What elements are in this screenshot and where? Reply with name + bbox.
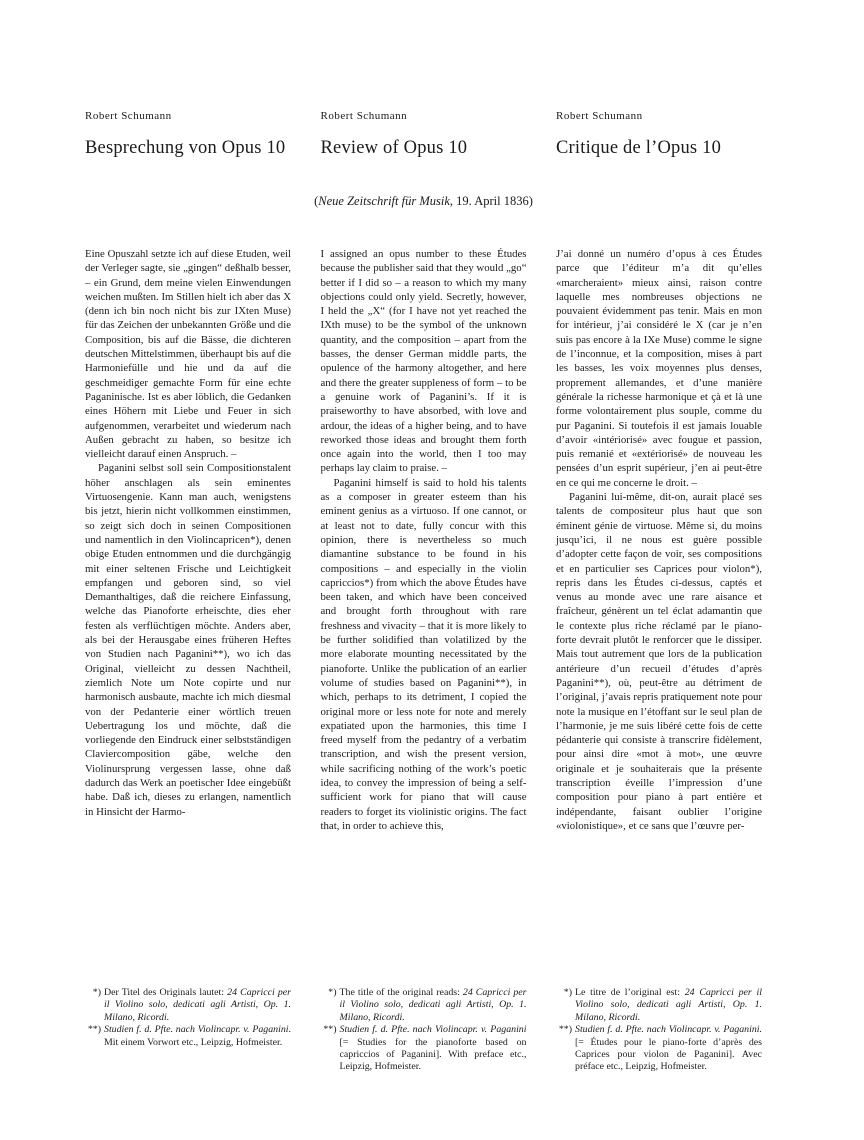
footnote xyxy=(85,1024,291,1049)
body-paragraph-french-2: Paganini lui-même, dit-on, aurait placé ses talents de compositeur plus haut que son éminent génie de virtuose. Même si, du moins jusqu’ici, il ne nous est guère possible d’adopter cette façon de voir, ses compositions et en particulier ses Caprices pour violon*), repris dans les Études ci-dessus, captés et venus au monde avec une rare aisance et fraîcheur, génèrent un tel éclat adamantin que le contexte plus riche réclamé par le piano-forte devrait plutôt le renforcer que le dissiper. Mais tout autrement que lors de la publication antérieure d’un recueil d’études d’après Paganini**), où, peut-être au détriment de l’original, j’avais repris pratiquement note pour note la musique en l’étoffant sur le seul plan de l’harmonie, je me suis libéré cette fois de cette pédanterie qui consiste à transcrire fidèlement, pour ainsi dire «mot à mot», une œuvre originale et je souhaiterais que la présente transcription éveille l’impression d’une composition pour piano à part entière et indépendante, faisant oublier l’origine «violonistique», et ce sans que l’œuvre per- xyxy=(556,491,762,832)
column-body-french xyxy=(556,247,762,833)
author-label-french: Robert Schumann xyxy=(556,110,643,122)
author-label-german: Robert Schumann xyxy=(85,110,172,122)
article-title-english: Review of Opus 10 xyxy=(320,138,468,158)
article-title-french: Critique de l’Opus 10 xyxy=(556,138,722,158)
footnote-text: Studien f. d. Pfte. nach Violincapr. v. Paganini. Mit einem Vorwort etc., Leipzig, Hofmeister. xyxy=(104,1024,291,1048)
footnote-text: Studien f. d. Pfte. nach Violincapr. v. Paganini [= Studies for the pianoforte based on capriccios of Paganini]. With preface etc., Leipzig, Hofmeister. xyxy=(339,1024,527,1073)
footnote xyxy=(321,987,527,1024)
body-paragraph-german-1: Eine Opuszahl setzte ich auf diese Etuden, weil der Verleger sagte, sie „gingen“ deßhalb besser, – ein Grund, dem meine vielen Einwendungen weichen mußten. Im Stillen hielt ich aber das X (denn ich bin noch nicht bis zur IXten Muse) für das Zeichen der unbekannten Größe und die Composition, bis auf die Bässe, die dichteren deutschen Mittelstimmen, überhaupt bis auf die Harmoniefülle und hie und da auf die geschmeidiger gemachte Form für eine echte Paganinische. Ist es aber löblich, die Gedanken eines Höhern mit Liebe und Feuer in sich aufgenommen, verarbeitet und wiederum nach Außen gebracht zu haben, so besitze ich vielleicht darauf einen Anspruch. – xyxy=(85,248,291,461)
author-label-english: Robert Schumann xyxy=(320,110,408,122)
footnote xyxy=(556,1024,762,1074)
citation-line: (Neue Zeitschrift für Musik, 19. April 1836) xyxy=(314,194,533,208)
column-header-english xyxy=(321,110,527,159)
footnote xyxy=(556,987,762,1024)
header-row xyxy=(85,110,762,159)
footnote-marker: *) xyxy=(563,987,572,998)
footnote-text: Le titre de l’original est: 24 Capricci per il Violino solo, dedicati agli Artisti, Op. 1. Milano, Ricordi. xyxy=(575,987,762,1023)
footnotes-german xyxy=(85,987,291,1074)
body-paragraph-german-2: Paganini selbst soll sein Compositionstalent höher anschlagen als sein eminentes Virtuosengenie. Kann man auch, wenigstens bis jetzt, hierin nicht vollkommen einstimmen, so zeigt sich doch in seinen Compositionen und namentlich in den Violincapricen*), denen obige Etuden entnommen und die durchgängig mit einer seltenen Frische und Leichtigkeit empfangen und geboren sind, so viel Demanthaltiges, daß die reichere Einfassung, welche das Pianoforte erheischte, dies eher festen als verflüchtigen möchte. Anders aber, als bei der Herausgabe eines früheren Heftes von Studien nach Paganini**), wo ich das Original, vielleicht zu dessen Nachtheil, ziemlich Note um Note copirte und nur harmonisch ausbaute, machte ich mich diesmal von der Pedanterie einer wörtlich treuen Uebertragung los und möchte, daß die vorliegende den Eindruck einer selbstständigen Claviercomposition gäbe, welche den Violinursprung vergessen lasse, ohne daß dadurch das Werk an poetischer Idee eingebüßt habe. Daß ich, dieses zu erlangen, namentlich in Hinsicht der Harmo- xyxy=(85,462,291,818)
footnote xyxy=(321,1024,527,1074)
footnote-marker: **) xyxy=(87,1024,101,1036)
article-title-german: Besprechung von Opus 10 xyxy=(85,138,286,158)
footnote-marker: *) xyxy=(92,987,101,998)
body-paragraph-french-1: J’ai donné un numéro d’opus à ces Études parce que l’éditeur m’a dit qu’elles «marcheraient» mieux ainsi, raison contre laquelle mes nombreuses objections ne pouvaient évidemment pas tenir. Mais en mon for intérieur, j’ai considéré le X (car je n’en suis pas encore à la IXe Muse) comme le signe de l’inconnue, et la composition, mises à part les basses, les voix moyennes plus denses, proprement allemandes, et d’une manière générale la richesse harmonique et çà et là une forme volontairement plus souple, comme du pur Paganini. Si toutefois il est jamais louable d’avoir «intériorisé» avec fougue et passion, puis remanié et «extériorisé» de nouveau les pensées d’un esprit supérieur, j’en ai peut-être en ce qui me concerne le droit. – xyxy=(556,248,762,489)
footnote-text: The title of the original reads: 24 Capricci per il Violino solo, dedicati agli Artisti, Op. 1. Milano, Ricordi. xyxy=(339,987,527,1023)
footnotes-french xyxy=(556,987,762,1074)
footnote-marker: **) xyxy=(323,1024,337,1036)
column-header-french xyxy=(556,110,762,159)
footnote-text: Studien f. d. Pfte. nach Violincapr. v. Paganini. [= Études pour le piano-forte d’après des Caprices pour violon de Paganini]. Avec préface etc., Leipzig, Hofmeister. xyxy=(575,1024,762,1073)
body-row xyxy=(85,247,762,833)
footnote xyxy=(85,987,291,1024)
footnote-text: Der Titel des Originals lautet: 24 Capricci per il Violino solo, dedicati agli Artisti, Op. 1. Milano, Ricordi. xyxy=(104,987,291,1023)
footnotes-english xyxy=(321,987,527,1074)
column-header-german xyxy=(85,110,291,159)
footnote-row xyxy=(85,987,762,1074)
footnote-marker: *) xyxy=(328,987,337,998)
footnote-marker: **) xyxy=(558,1024,572,1036)
body-paragraph-english-2: Paganini himself is said to hold his talents as a composer in greater esteem than his eminent genius as a virtuoso. If one cannot, or at least not to date, fully concur with this opinion, there is nevertheless so much diamantine substance to be found in his compositions – and especially in the violin capriccios*) from which the above Études have been taken, and which have been conceived and brought forth throughout with rare freshness and vivacity – that it is more likely to be further solidified than volatilized by the more elaborate mounting necessitated by the pianoforte. Unlike the publication of an earlier volume of studies based on Paganini**), in which, perhaps to its detriment, I copied the original more or less note for note and merely expatiated upon the harmonies, this time I freed myself from the pedantry of a verbatim transcription, and wish the present version, while sacrificing nothing of the work’s poetic idea, to convey the impression of being a self-sufficient work for piano that will cause readers to forget its violinistic origins. The fact that, in order to achieve this, xyxy=(320,476,527,832)
column-body-german xyxy=(85,247,291,833)
body-paragraph-english-1: I assigned an opus number to these Études because the publisher said that they would „go“ better if I did so – a reason to which my many objections could only yield. Secretly, however, I held the „X“ (for I have not yet reached the IXth muse) to be the symbol of the unknown quantity, and the composition – apart from the basses, the denser German middle parts, the opulence of the harmony altogether, and here and there the greater suppleness of form – to be a genuine work of Paganini’s. If it is praiseworthy to have absorbed, with love and ardour, the ideas of a higher being, and to have reworked those ideas and brought them forth once again into the world, then I too may perhaps lay claim to praise. – xyxy=(320,248,527,475)
column-body-english xyxy=(321,247,527,833)
